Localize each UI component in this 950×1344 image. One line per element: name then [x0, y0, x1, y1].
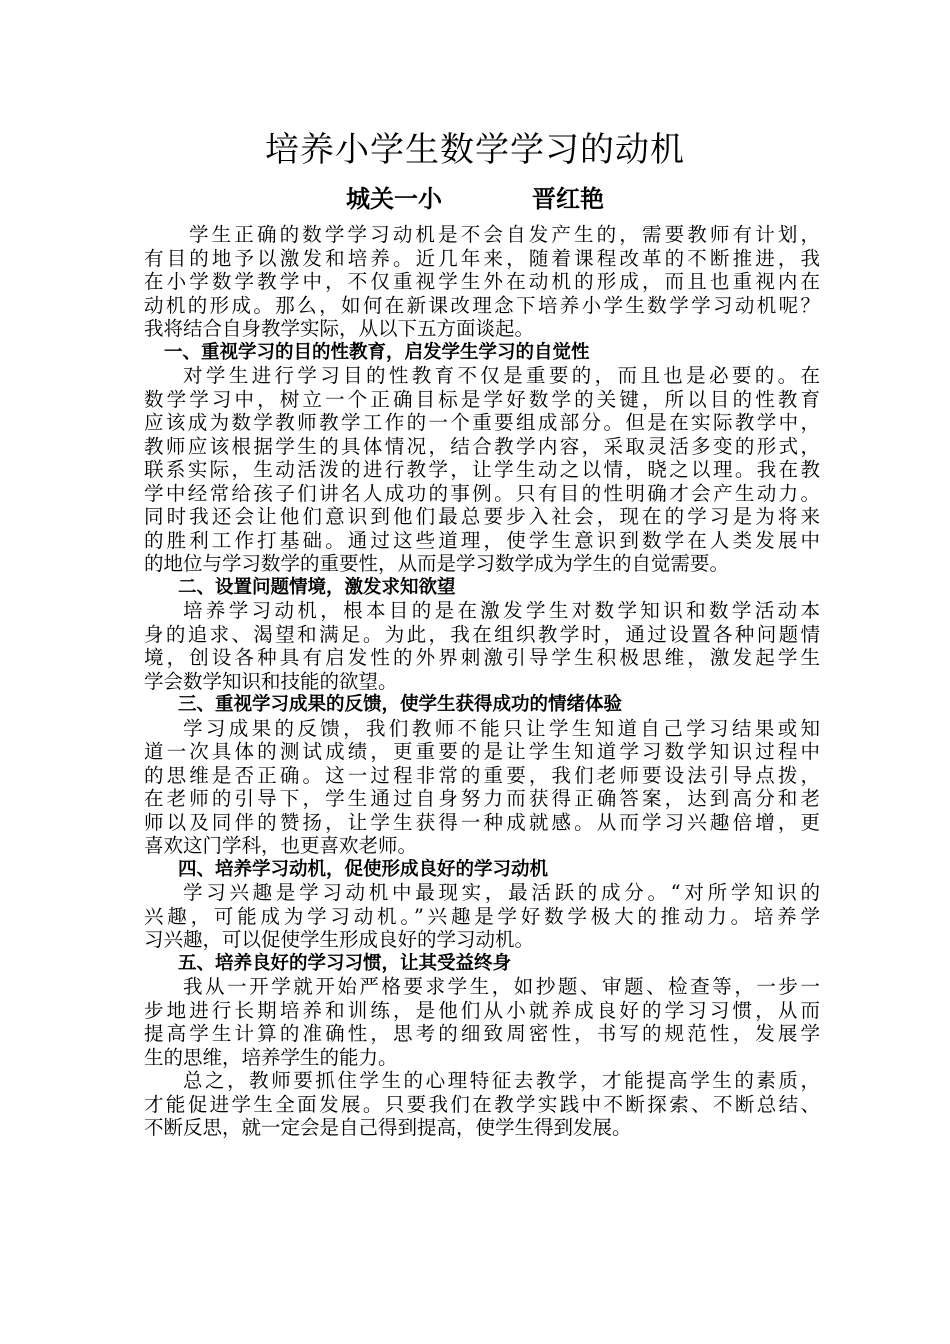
- article-body: [144, 223, 820, 1140]
- paragraph-line: 联系实际，生动活泼的进行教学，让学生动之以情，晓之以理。我在教: [144, 458, 820, 481]
- paragraph-line: 道一次具体的测试成绩，更重要的是让学生知道学习数学知识过程中: [144, 740, 820, 763]
- paragraph-line: 学习兴趣是学习动机中最现实，最活跃的成分。“对所学知识的: [183, 881, 820, 904]
- paragraph-line: 学会数学知识和技能的欲望。: [144, 669, 398, 693]
- paragraph-line: 身的追求、渴望和满足。为此，我在组织教学时，通过设置各种问题情: [144, 622, 820, 646]
- paragraph-line: 学习成果的反馈，我们教师不能只让学生知道自己学习结果或知: [183, 716, 820, 740]
- paragraph-line: 动机的形成。那么，如何在新课改理念下培养小学生数学学习动机呢？: [144, 293, 820, 317]
- paragraph-line: 喜欢这门学科，也更喜欢老师。: [144, 834, 418, 857]
- paragraph-line: 师以及同伴的赞扬，让学生获得一种成就感。从而学习兴趣倍增，更: [144, 810, 820, 834]
- paragraph-line: 总之，教师要抓住学生的心理特征去教学，才能提高学生的素质，: [183, 1069, 820, 1092]
- paragraph-line: 提高学生计算的准确性，思考的细致周密性，书写的规范性，发展学: [144, 1022, 820, 1045]
- section-heading: 五、培养良好的学习习惯，让其受益终身: [178, 952, 512, 974]
- paragraph-line: 习兴趣，可以促使学生形成良好的学习动机。: [144, 928, 535, 951]
- section-heading: 二、设置问题情境，激发求知欲望: [178, 576, 456, 598]
- paragraph-line: 学中经常给孩子们讲名人成功的事例。只有目的性明确才会产生动力。: [144, 481, 820, 505]
- paragraph-line: 我将结合自身教学实际，从以下五方面谈起。: [144, 317, 535, 340]
- paragraph-line: 不断反思，就一定会是自己得到提高，使学生得到发展。: [144, 1116, 632, 1139]
- paragraph-line: 教师应该根据学生的具体情况，结合教学内容，采取灵活多变的形式，: [144, 434, 820, 458]
- paragraph-line: 的地位与学习数学的重要性，从而是学习数学成为学生的自觉需要。: [144, 552, 730, 575]
- author-name: 晋红艳: [532, 185, 604, 213]
- paragraph-line: 对学生进行学习目的性教育不仅是重要的，而且也是必要的。在: [183, 364, 820, 387]
- paragraph-line: 兴趣，可能成为学习动机。”兴趣是学好数学极大的推动力。培养学: [144, 904, 820, 928]
- paragraph-line: 在小学数学教学中，不仅重视学生外在动机的形成，而且也重视内在: [144, 270, 820, 293]
- section-heading: 三、重视学习成果的反馈，使学生获得成功的情绪体验: [178, 694, 623, 715]
- paragraph-line: 同时我还会让他们意识到他们最总要步入社会，现在的学习是为将来: [144, 505, 820, 528]
- paragraph-line: 才能促进学生全面发展。只要我们在教学实践中不断探索、不断总结、: [144, 1092, 820, 1116]
- paragraph-line: 应该成为数学教师教学工作的一个重要组成部分。但是在实际教学中，: [144, 411, 820, 434]
- paragraph-line: 数学学习中，树立一个正确目标是学好数学的关键，所以目的性教育: [144, 387, 820, 411]
- paragraph-line: 在老师的引导下，学生通过自身努力而获得正确答案，达到高分和老: [144, 787, 820, 810]
- paragraph-line: 生的思维，培养学生的能力。: [144, 1045, 398, 1069]
- paragraph-line: 境，创设各种具有启发性的外界刺激引导学生积极思维，激发起学生: [144, 646, 820, 669]
- paragraph-line: 学生正确的数学学习动机是不会自发产生的，需要教师有计划，: [189, 223, 820, 246]
- paragraph-line: 有目的地予以激发和培养。近几年来，随着课程改革的不断推进，我: [144, 246, 820, 270]
- page-title: 培养小学生数学学习的动机: [265, 130, 685, 170]
- paragraph-line: 步地进行长期培养和训练，是他们从小就养成良好的学习习惯，从而: [144, 998, 820, 1022]
- section-heading: 一、重视学习的目的性教育，启发学生学习的自觉性: [164, 341, 590, 363]
- paragraph-line: 培养学习动机，根本目的是在激发学生对数学知识和数学活动本: [183, 599, 820, 622]
- author-school: 城关一小: [346, 185, 442, 213]
- paragraph-line: 的思维是否正确。这一过程非常的重要，我们老师要设法引导点拨，: [144, 763, 820, 787]
- paragraph-line: 我从一开学就开始严格要求学生，如抄题、审题、检查等，一步一: [183, 975, 820, 998]
- paragraph-line: 的胜利工作打基础。通过这些道理，使学生意识到数学在人类发展中: [144, 528, 820, 552]
- section-heading: 四、培养学习动机，促使形成良好的学习动机: [178, 858, 549, 880]
- author-line: [0, 182, 950, 216]
